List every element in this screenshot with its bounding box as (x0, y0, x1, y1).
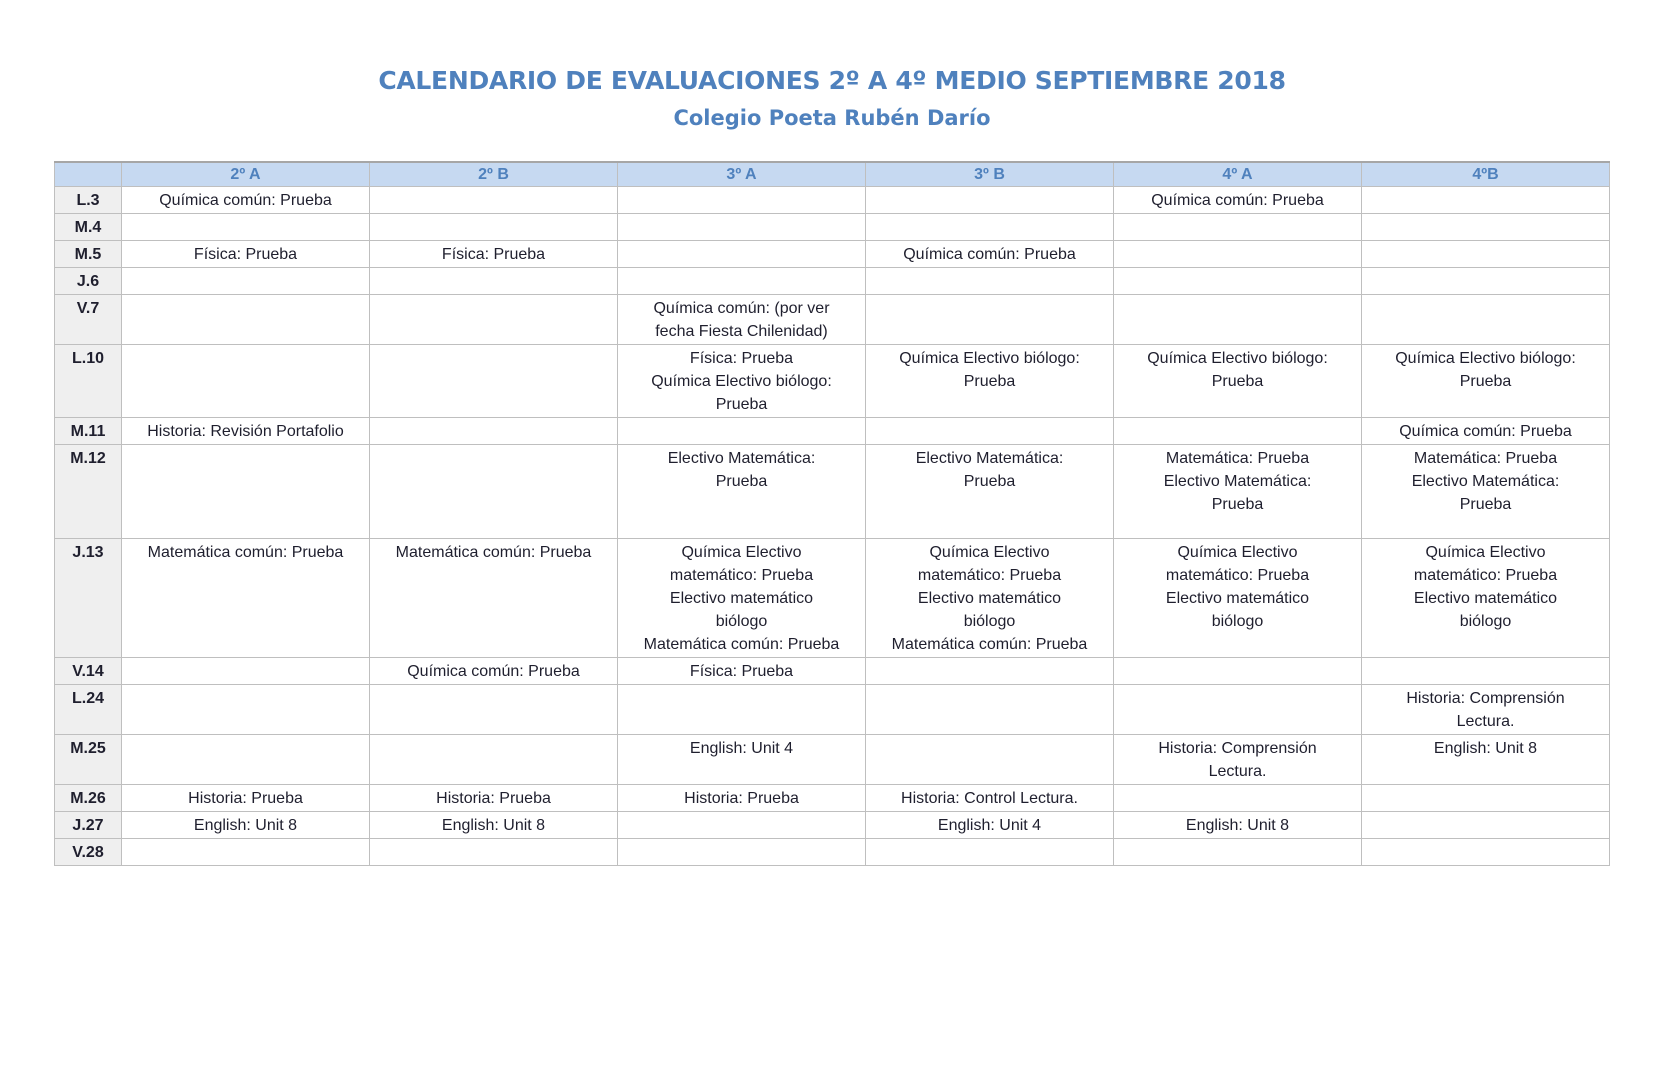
evaluation-text: Prueba (715, 473, 768, 490)
evaluation-text: Historia: Comprensión (1158, 740, 1317, 757)
evaluation-text: Historia: Prueba (684, 790, 799, 807)
day-cell: J.27 (55, 812, 122, 839)
column-header-4b: 4ºB (1362, 162, 1610, 187)
table-row (55, 214, 1610, 241)
table-row (55, 785, 1610, 812)
evaluation-cell-2a (122, 785, 370, 812)
evaluation-cell-4a (1114, 539, 1362, 658)
day-cell: M.5 (55, 241, 122, 268)
evaluation-cell-3b (866, 539, 1114, 658)
table-body (55, 187, 1610, 866)
evaluation-text: English: Unit 8 (193, 817, 298, 834)
evaluation-text: Electivo Matemática: (1411, 473, 1560, 490)
day-cell: V.7 (55, 295, 122, 345)
evaluation-cell-4b (1362, 241, 1610, 268)
evaluation-cell-2a (122, 735, 370, 785)
evaluation-cell-3b (866, 735, 1114, 785)
evaluation-text: Electivo matemático (669, 590, 814, 607)
evaluation-cell-4a (1114, 785, 1362, 812)
evaluation-text: Prueba (1211, 373, 1264, 390)
evaluation-cell-3b (866, 685, 1114, 735)
evaluation-cell-3a (618, 187, 866, 214)
evaluation-cell-3a (618, 839, 866, 866)
day-cell: M.12 (55, 445, 122, 539)
evaluation-cell-2a (122, 268, 370, 295)
evaluation-cell-4a (1114, 445, 1362, 539)
day-cell: L.3 (55, 187, 122, 214)
evaluation-cell-2b (370, 735, 618, 785)
evaluation-text: Química Electivo biólogo: (651, 373, 832, 390)
evaluation-cell-3b (866, 785, 1114, 812)
evaluation-cell-4a (1114, 345, 1362, 418)
evaluation-cell-2a (122, 839, 370, 866)
evaluation-text: Electivo Matemática: (915, 450, 1064, 467)
table-row (55, 685, 1610, 735)
evaluation-text: Química común: Prueba (1399, 423, 1572, 440)
evaluation-text: Química Electivo biólogo: (1147, 350, 1328, 367)
evaluation-cell-2b (370, 345, 618, 418)
evaluation-cell-3a (618, 785, 866, 812)
evaluation-cell-3a (618, 445, 866, 539)
evaluation-cell-4b (1362, 295, 1610, 345)
evaluation-text: Matemática común: Prueba (147, 544, 344, 561)
day-cell: M.4 (55, 214, 122, 241)
page-title: CALENDARIO DE EVALUACIONES 2º A 4º MEDIO SEPTIEMBRE 2018 (378, 66, 1286, 95)
evaluation-text: Historia: Prueba (188, 790, 303, 807)
evaluation-text: English: Unit 8 (441, 817, 546, 834)
evaluation-text: Historia: Revisión Portafolio (147, 423, 344, 440)
evaluation-text: Lectura. (1456, 713, 1515, 730)
evaluation-text: Lectura. (1208, 763, 1267, 780)
evaluation-cell-3a (618, 268, 866, 295)
evaluation-cell-2a (122, 658, 370, 685)
evaluation-cell-4b (1362, 345, 1610, 418)
evaluation-cell-3b (866, 295, 1114, 345)
evaluation-cell-3b (866, 214, 1114, 241)
evaluation-cell-4a (1114, 295, 1362, 345)
evaluation-text: Electivo matemático (1165, 590, 1310, 607)
evaluation-text: Química común: Prueba (407, 663, 580, 680)
evaluation-cell-2a (122, 445, 370, 539)
evaluation-cell-4b (1362, 539, 1610, 658)
evaluation-cell-2a (122, 539, 370, 658)
evaluation-cell-2b (370, 187, 618, 214)
evaluation-cell-2b (370, 241, 618, 268)
evaluation-cell-2a (122, 685, 370, 735)
day-cell: L.24 (55, 685, 122, 735)
evaluation-cell-2b (370, 839, 618, 866)
evaluation-cell-4a (1114, 735, 1362, 785)
evaluation-text: Prueba (715, 396, 768, 413)
evaluation-text: Química Electivo biólogo: (1395, 350, 1576, 367)
evaluation-text: Matemática: Prueba (1165, 450, 1310, 467)
evaluation-cell-3a (618, 658, 866, 685)
evaluation-text: Química Electivo (1177, 544, 1298, 561)
column-header-day (55, 162, 122, 187)
evaluation-text: Física: Prueba (193, 246, 298, 263)
evaluation-text: biólogo (715, 613, 768, 630)
table-row (55, 187, 1610, 214)
evaluation-text: Química común: (por ver (653, 300, 830, 317)
evaluation-cell-3a (618, 214, 866, 241)
day-cell: J.13 (55, 539, 122, 658)
evaluation-text: biólogo (1211, 613, 1264, 630)
evaluation-cell-3b (866, 658, 1114, 685)
evaluation-text: Química Electivo biólogo: (899, 350, 1080, 367)
evaluation-text: Física: Prueba (689, 663, 794, 680)
evaluation-cell-3b (866, 187, 1114, 214)
column-header-4a: 4º A (1114, 162, 1362, 187)
evaluation-cell-4b (1362, 735, 1610, 785)
evaluation-cell-4b (1362, 418, 1610, 445)
evaluation-cell-3b (866, 345, 1114, 418)
evaluation-text: Física: Prueba (441, 246, 546, 263)
evaluation-text: biólogo (963, 613, 1016, 630)
evaluation-text: Matemática común: Prueba (395, 544, 592, 561)
table-row (55, 241, 1610, 268)
evaluation-cell-4b (1362, 214, 1610, 241)
table-header-row (55, 162, 1610, 187)
day-cell: L.10 (55, 345, 122, 418)
evaluation-text: biólogo (1459, 613, 1512, 630)
evaluation-cell-2b (370, 812, 618, 839)
table-row (55, 295, 1610, 345)
evaluation-text: Historia: Control Lectura. (901, 790, 1078, 807)
evaluation-cell-2a (122, 295, 370, 345)
evaluation-cell-3a (618, 685, 866, 735)
evaluation-text: matemático: Prueba (1413, 567, 1558, 584)
table-row (55, 735, 1610, 785)
evaluation-text: Electivo matemático (917, 590, 1062, 607)
evaluation-text: Química común: Prueba (159, 192, 332, 209)
evaluation-text: Matemática común: Prueba (891, 636, 1088, 653)
evaluation-text: Historia: Prueba (436, 790, 551, 807)
evaluation-text: English: Unit 4 (937, 817, 1042, 834)
evaluation-cell-2b (370, 295, 618, 345)
evaluation-text: Prueba (1459, 373, 1512, 390)
evaluation-cell-4b (1362, 187, 1610, 214)
evaluation-text: Química Electivo (1425, 544, 1546, 561)
evaluation-cell-2a (122, 812, 370, 839)
evaluation-cell-4b (1362, 685, 1610, 735)
evaluation-text: matemático: Prueba (669, 567, 814, 584)
evaluation-text: Química Electivo (681, 544, 802, 561)
table-row (55, 812, 1610, 839)
evaluation-text: Electivo matemático (1413, 590, 1558, 607)
evaluation-text: Matemática común: Prueba (643, 636, 840, 653)
evaluation-cell-3b (866, 268, 1114, 295)
evaluation-cell-2b (370, 214, 618, 241)
evaluation-cell-2a (122, 187, 370, 214)
evaluation-cell-4b (1362, 658, 1610, 685)
table-row (55, 445, 1610, 539)
evaluation-cell-3a (618, 735, 866, 785)
table-row (55, 539, 1610, 658)
evaluation-text: Electivo Matemática: (1163, 473, 1312, 490)
evaluation-cell-2a (122, 214, 370, 241)
table-row (55, 268, 1610, 295)
evaluation-cell-2b (370, 268, 618, 295)
evaluation-cell-2b (370, 445, 618, 539)
evaluation-cell-3a (618, 812, 866, 839)
day-cell: M.11 (55, 418, 122, 445)
evaluation-cell-3b (866, 241, 1114, 268)
evaluation-cell-3b (866, 839, 1114, 866)
evaluation-cell-2a (122, 241, 370, 268)
evaluation-text: matemático: Prueba (917, 567, 1062, 584)
evaluation-cell-3b (866, 445, 1114, 539)
evaluation-cell-2b (370, 539, 618, 658)
column-header-3b: 3º B (866, 162, 1114, 187)
evaluation-cell-2b (370, 658, 618, 685)
evaluation-cell-4a (1114, 187, 1362, 214)
evaluation-cell-4a (1114, 812, 1362, 839)
evaluation-text: English: Unit 8 (1433, 740, 1538, 757)
evaluation-cell-4a (1114, 214, 1362, 241)
table-row (55, 839, 1610, 866)
evaluation-cell-2a (122, 345, 370, 418)
table-row (55, 658, 1610, 685)
evaluation-cell-3b (866, 812, 1114, 839)
evaluation-cell-4a (1114, 268, 1362, 295)
evaluation-cell-4b (1362, 785, 1610, 812)
evaluation-cell-3b (866, 418, 1114, 445)
evaluation-cell-2a (122, 418, 370, 445)
evaluation-text: Física: Prueba (689, 350, 794, 367)
evaluation-cell-4a (1114, 685, 1362, 735)
evaluation-cell-4b (1362, 268, 1610, 295)
evaluation-text: Química Electivo (929, 544, 1050, 561)
evaluation-cell-4b (1362, 839, 1610, 866)
evaluation-text: Electivo Matemática: (667, 450, 816, 467)
evaluation-cell-3a (618, 241, 866, 268)
evaluation-text: English: Unit 8 (1185, 817, 1290, 834)
day-cell: M.25 (55, 735, 122, 785)
day-cell: V.28 (55, 839, 122, 866)
evaluation-text: Matemática: Prueba (1413, 450, 1558, 467)
evaluation-cell-4a (1114, 658, 1362, 685)
day-cell: J.6 (55, 268, 122, 295)
evaluation-cell-4b (1362, 812, 1610, 839)
evaluation-cell-4a (1114, 839, 1362, 866)
evaluation-cell-3a (618, 418, 866, 445)
evaluation-cell-2b (370, 418, 618, 445)
table-row (55, 418, 1610, 445)
evaluation-cell-3a (618, 539, 866, 658)
evaluation-cell-2b (370, 785, 618, 812)
evaluation-text: Prueba (1211, 496, 1264, 513)
evaluation-text: Prueba (1459, 496, 1512, 513)
evaluation-text: Prueba (963, 473, 1016, 490)
evaluation-text: fecha Fiesta Chilenidad) (655, 323, 828, 340)
evaluation-text: Prueba (963, 373, 1016, 390)
page-subtitle: Colegio Poeta Rubén Darío (673, 106, 991, 130)
evaluation-cell-3a (618, 345, 866, 418)
evaluation-calendar-table (54, 161, 1610, 866)
column-header-2a: 2º A (122, 162, 370, 187)
day-cell: M.26 (55, 785, 122, 812)
evaluation-cell-3a (618, 295, 866, 345)
evaluation-cell-4b (1362, 445, 1610, 539)
table-row (55, 345, 1610, 418)
evaluation-cell-4a (1114, 241, 1362, 268)
evaluation-cell-4a (1114, 418, 1362, 445)
evaluation-cell-2b (370, 685, 618, 735)
evaluation-text: Química común: Prueba (903, 246, 1076, 263)
column-header-3a: 3º A (618, 162, 866, 187)
evaluation-text: Historia: Comprensión (1406, 690, 1565, 707)
evaluation-text: Química común: Prueba (1151, 192, 1324, 209)
evaluation-text: matemático: Prueba (1165, 567, 1310, 584)
day-cell: V.14 (55, 658, 122, 685)
evaluation-text: English: Unit 4 (689, 740, 794, 757)
column-header-2b: 2º B (370, 162, 618, 187)
